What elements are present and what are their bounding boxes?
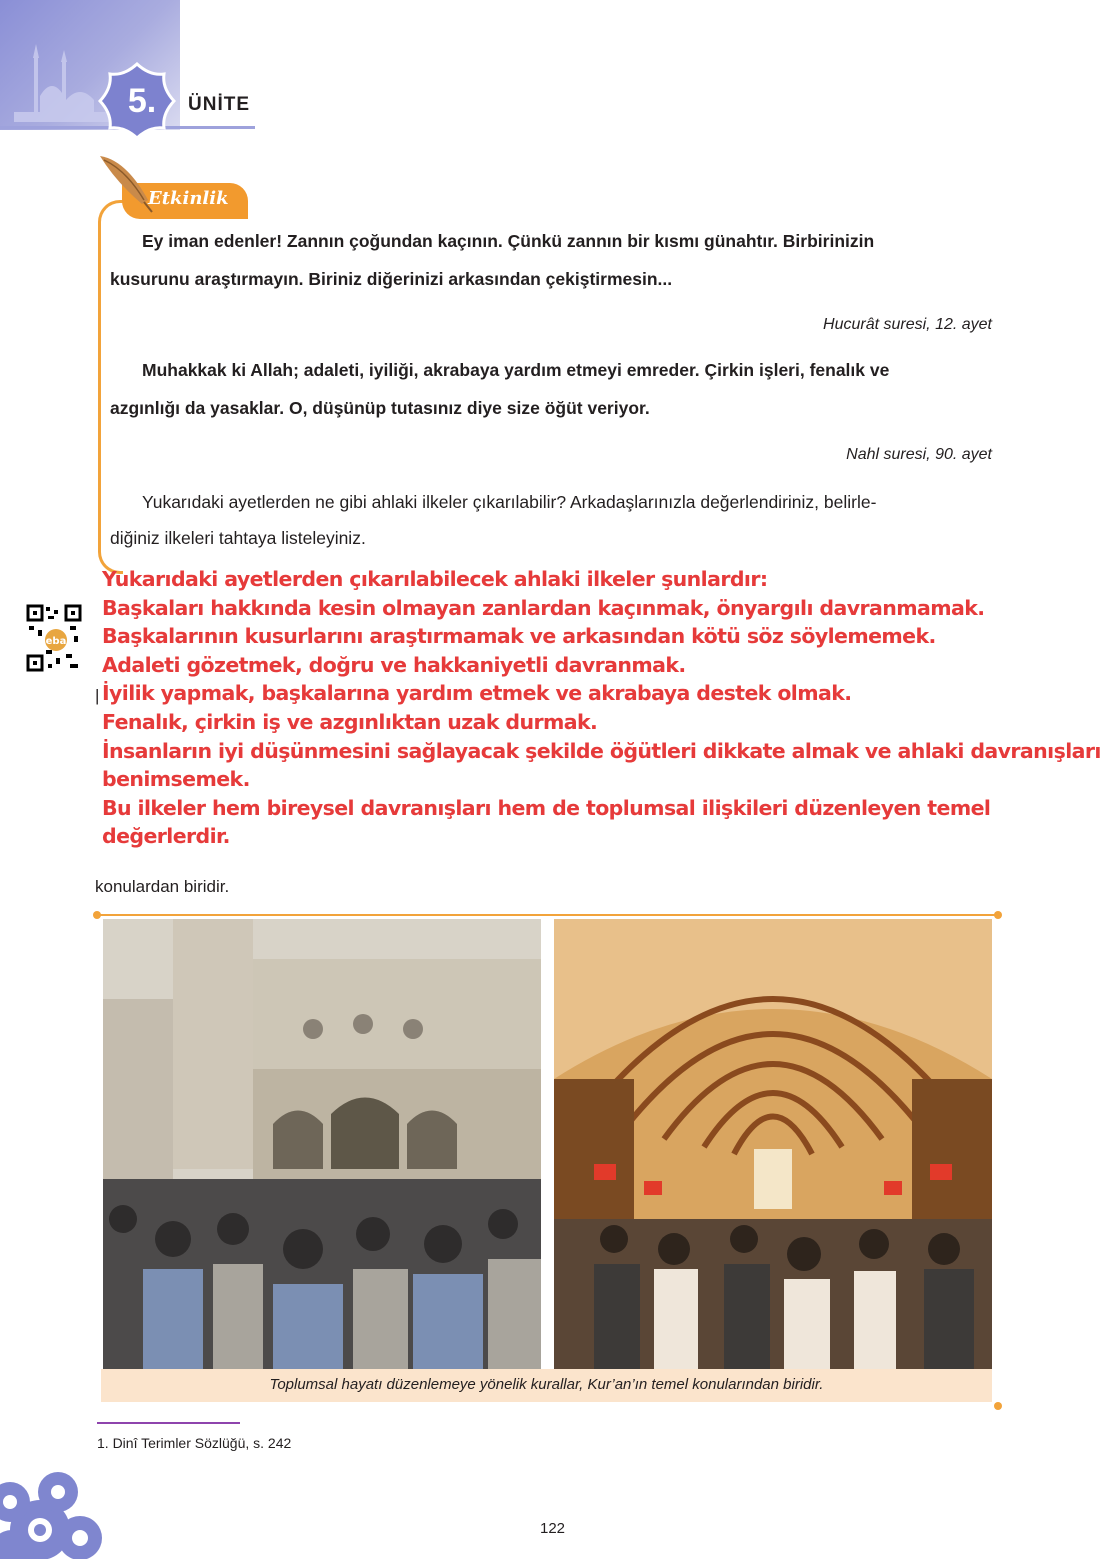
answer-line: Bu ilkeler hem bireysel davranışları hem de toplumsal ilişkileri düzenleyen temel (102, 795, 991, 820)
answer-line: İyilik yapmak, başkalarına yardım etmek ve akrabaya destek olmak. (102, 681, 852, 706)
unit-label: ÜNİTE (188, 94, 250, 115)
frame-dot (994, 1402, 1002, 1410)
frame-dot (994, 911, 1002, 919)
activity-bracket (98, 200, 123, 574)
svg-text:eba: eba (45, 636, 67, 647)
verse2-reference: Nahl suresi, 90. ayet (846, 446, 992, 463)
verse1-reference: Hucurât suresi, 12. ayet (823, 316, 992, 333)
verse2-line1: Muhakkak ki Allah; adaleti, iyiliği, akrabaya yardım etmeyi emreder. Çirkin işleri, fenalık ve (142, 360, 890, 380)
unit-number: 5. (127, 82, 157, 120)
verse1-line2: kusurunu araştırmayın. Biriniz diğerinizi arkasından çekiştirmesin... (110, 269, 673, 289)
qr-code-icon[interactable] (26, 604, 82, 672)
activity-tag-label: Etkinlik (148, 188, 229, 209)
photo-frame-rule (97, 914, 999, 916)
footnote: 1. Dinî Terimler Sözlüğü, s. 242 (97, 1435, 292, 1451)
question-line1: Yukarıdaki ayetlerden ne gibi ahlaki ilkeler çıkarılabilir? Arkadaşlarınızla değerlendiriniz, belirle- (142, 492, 877, 512)
answer-line: Fenalık, çirkin iş ve azgınlıktan uzak durmak. (102, 709, 598, 734)
body-fragment: konulardan biridir. (95, 877, 230, 896)
answer-line: Başkaları hakkında kesin olmayan zanlardan kaçınmak, önyargılı davranmamak. (102, 595, 985, 620)
answer-line: benimsemek. (102, 767, 250, 792)
question-line2: diğiniz ilkeleri tahtaya listeleyiniz. (110, 528, 366, 548)
answer-line: İnsanların iyi düşünmesini sağlayacak şekilde öğütleri dikkate almak ve ahlaki davranışları (102, 738, 1101, 763)
photo-caption: Toplumsal hayatı düzenlemeye yönelik kurallar, Kur’an’ın temel konularından biridir. (269, 1376, 824, 1393)
mosque-crowd-photo (103, 919, 541, 1369)
verse1-line1: Ey iman edenler! Zannın çoğundan kaçının. Çünkü zannın bir kısmı günahtır. Birbirinizin (142, 231, 875, 251)
footnote-rule (97, 1422, 240, 1424)
answer-line: Başkalarının kusurlarını araştırmamak ve arkasından kötü söz söylememek. (102, 624, 936, 649)
answer-line: Yukarıdaki ayetlerden çıkarılabilecek ahlaki ilkeler şunlardır: (102, 567, 768, 591)
frame-dot (93, 911, 101, 919)
flower-ornament-icon (0, 1430, 120, 1559)
bazaar-crowd-photo (554, 919, 992, 1369)
answer-line: Adaleti gözetmek, doğru ve hakkaniyetli davranmak. (102, 652, 686, 677)
verse2-line2: azgınlığı da yasaklar. O, düşünüp tutasınız diye size öğüt veriyor. (110, 398, 650, 418)
answer-line: değerlerdir. (102, 824, 230, 849)
answer-block (102, 565, 1101, 851)
quill-icon (96, 152, 156, 214)
page-number: 122 (539, 1520, 566, 1537)
